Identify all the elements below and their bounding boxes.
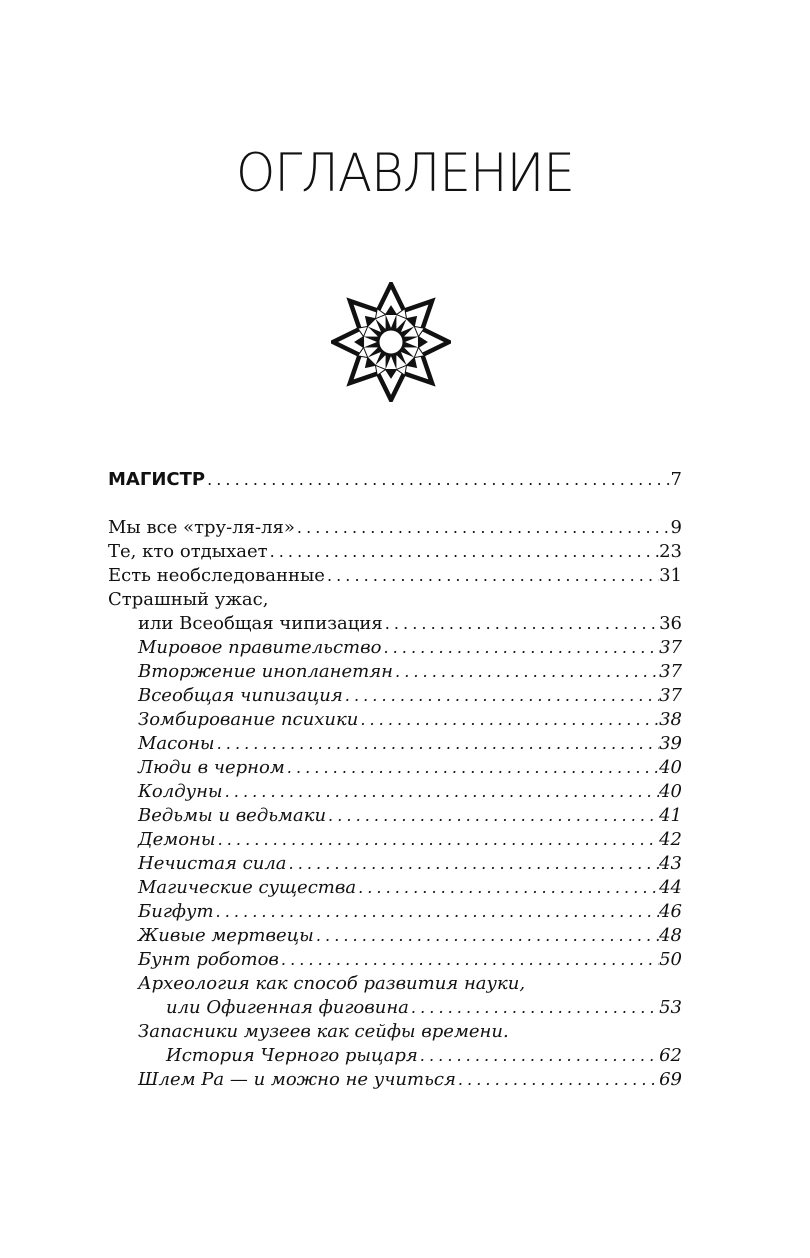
- toc-subentry[interactable]: [108, 900, 682, 924]
- toc-entry-page: 50: [659, 949, 682, 970]
- toc-subentry[interactable]: [108, 876, 682, 900]
- dot-leader: [393, 660, 659, 684]
- toc-entry-page: 40: [659, 757, 682, 778]
- toc-entry-page: 53: [659, 997, 682, 1018]
- toc-subentry[interactable]: [108, 1068, 682, 1092]
- toc-entry-page: 37: [659, 685, 682, 706]
- toc-entry-title: Нечистая сила: [138, 853, 287, 874]
- dot-leader: [287, 852, 660, 876]
- toc-entry-title: Вторжение инопланетян: [138, 661, 394, 682]
- toc-subentry[interactable]: [108, 948, 682, 972]
- toc-entry-title: МАГИСТР: [108, 469, 206, 490]
- toc-entry-title: Живые мертвецы: [138, 925, 314, 946]
- toc-entry-title: или Всеобщая чипизация: [138, 613, 383, 634]
- toc-subentry-line1[interactable]: Археология как способ развития науки,: [138, 973, 526, 994]
- toc-subentry[interactable]: [108, 708, 682, 732]
- toc-subentry[interactable]: [108, 828, 682, 852]
- dot-leader: [358, 708, 659, 732]
- toc-entry[interactable]: [108, 612, 682, 636]
- dot-leader: [326, 804, 659, 828]
- toc-entry-page: 39: [659, 733, 682, 754]
- toc-entry-title: Масоны: [138, 733, 215, 754]
- toc-subentry[interactable]: [108, 804, 682, 828]
- eight-pointed-star-icon: [331, 282, 451, 402]
- dot-leader: [223, 780, 659, 804]
- dot-leader: [383, 612, 659, 636]
- toc-subentry[interactable]: [108, 684, 682, 708]
- dot-leader: [295, 516, 671, 540]
- toc-entry-title: или Офигенная фиговина: [166, 997, 409, 1018]
- toc-entry-title: Ведьмы и ведьмаки: [138, 805, 327, 826]
- dot-leader: [216, 828, 660, 852]
- toc-entry-page: 44: [659, 877, 682, 898]
- toc-entry-page: 43: [659, 853, 682, 874]
- toc-entry[interactable]: [108, 564, 682, 588]
- toc-entry-page: 40: [659, 781, 682, 802]
- toc-entry-title: Мировое правительство: [138, 637, 382, 658]
- dot-leader: [343, 684, 659, 708]
- toc-section-magistr[interactable]: [108, 468, 682, 492]
- toc-entry-title: Бунт роботов: [138, 949, 279, 970]
- toc-entry-page: 36: [659, 613, 682, 634]
- table-of-contents: [108, 468, 682, 1092]
- dot-leader: [214, 900, 660, 924]
- dot-leader: [409, 996, 659, 1020]
- toc-entry-title: Демоны: [138, 829, 216, 850]
- dot-leader: [356, 876, 659, 900]
- toc-entry-page: 7: [670, 469, 682, 490]
- toc-entry-title: Шлем Ра — и можно не учиться: [138, 1069, 456, 1090]
- toc-subentry[interactable]: [108, 732, 682, 756]
- dot-leader: [456, 1068, 659, 1092]
- toc-entry-page: 31: [659, 565, 682, 586]
- toc-entry-title: Мы все «тру-ля-ля»: [108, 517, 295, 538]
- toc-entry-page: 37: [659, 661, 682, 682]
- toc-entry-page: 37: [659, 637, 682, 658]
- toc-entry[interactable]: [108, 540, 682, 564]
- toc-entry-title: История Черного рыцаря: [166, 1045, 418, 1066]
- toc-entry-page: 62: [659, 1045, 682, 1066]
- toc-entry-page: 9: [670, 517, 682, 538]
- toc-subentry[interactable]: [108, 660, 682, 684]
- toc-subentry[interactable]: [108, 852, 682, 876]
- toc-entry-title: Всеобщая чипизация: [138, 685, 343, 706]
- toc-entry-title: Есть необследованные: [108, 565, 325, 586]
- dot-leader: [279, 948, 659, 972]
- toc-entry-page: 48: [659, 925, 682, 946]
- toc-entry-title: Те, кто отдыхает: [108, 541, 268, 562]
- toc-entry-title: Бигфут: [138, 901, 214, 922]
- dot-leader: [325, 564, 659, 588]
- toc-subentry[interactable]: [108, 1044, 682, 1068]
- toc-subentry[interactable]: [108, 780, 682, 804]
- toc-entry-title: Магические существа: [138, 877, 357, 898]
- toc-subentry-line1[interactable]: Запасники музеев как сейфы времени.: [138, 1021, 509, 1042]
- dot-leader: [381, 636, 659, 660]
- toc-entry-page: 23: [659, 541, 682, 562]
- dot-leader: [205, 468, 670, 492]
- toc-subentry[interactable]: [108, 636, 682, 660]
- toc-entry-title: Люди в черном: [138, 757, 285, 778]
- dot-leader: [314, 924, 659, 948]
- toc-entry-title: Колдуны: [138, 781, 223, 802]
- page-title: ОГЛАВЛЕНИЕ: [236, 142, 574, 204]
- toc-entry-page: 46: [659, 901, 682, 922]
- dot-leader: [285, 756, 659, 780]
- toc-entry-line1[interactable]: Страшный ужас,: [108, 589, 269, 610]
- dot-leader: [215, 732, 659, 756]
- toc-subentry[interactable]: [108, 756, 682, 780]
- dot-leader: [268, 540, 660, 564]
- toc-entry-page: 69: [659, 1069, 682, 1090]
- toc-entry[interactable]: [108, 516, 682, 540]
- toc-entry-page: 42: [659, 829, 682, 850]
- toc-entry-page: 41: [659, 805, 682, 826]
- toc-entry-page: 38: [659, 709, 682, 730]
- toc-subentry[interactable]: [108, 924, 682, 948]
- toc-subentry[interactable]: [108, 996, 682, 1020]
- dot-leader: [418, 1044, 659, 1068]
- toc-entry-title: Зомбирование психики: [138, 709, 359, 730]
